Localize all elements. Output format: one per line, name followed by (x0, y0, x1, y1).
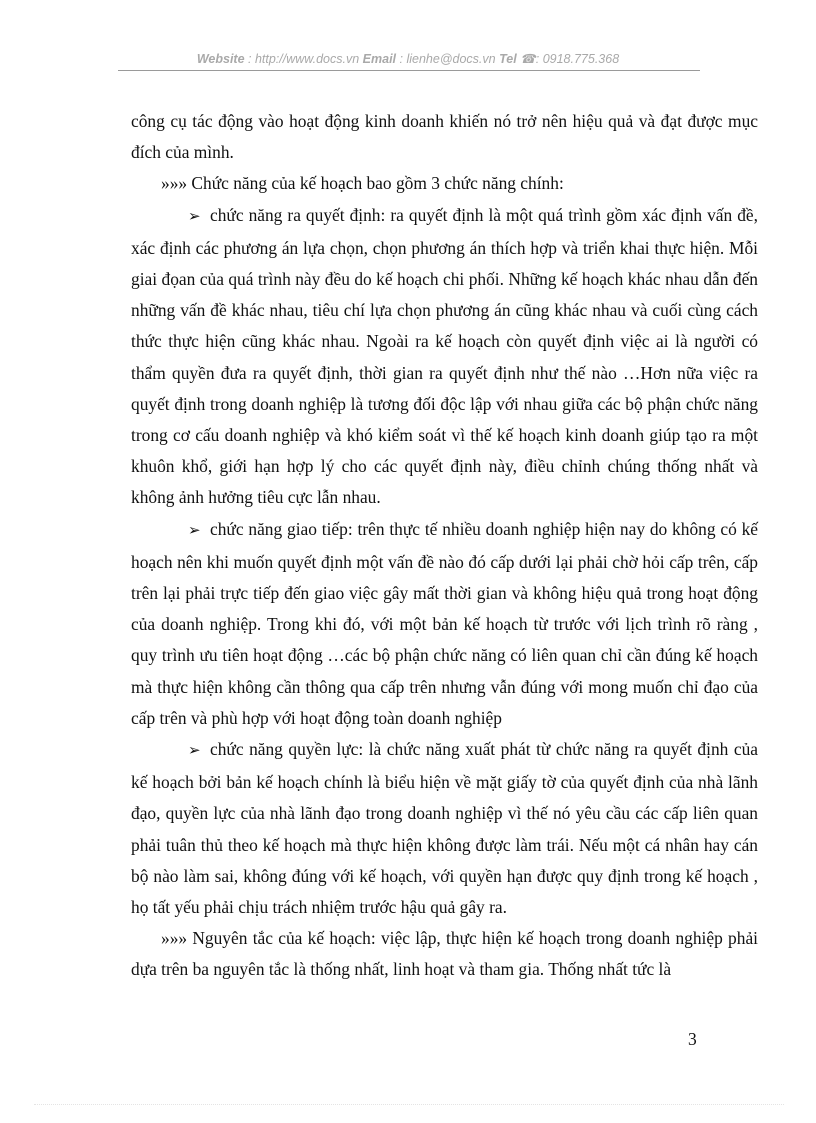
arrow-bullet-icon: ➢ (188, 208, 201, 225)
section-functions-heading: »»» Chức năng của kế hoạch bao gồm 3 chức năng chính: (161, 173, 564, 194)
header-divider (118, 70, 700, 71)
paragraph-1: công cụ tác động vào hoạt động kinh doanh khiến nó trở nên hiệu quả và đạt được mục đích của mình. (131, 111, 758, 163)
paragraph-principles: »»» Nguyên tắc của kế hoạch: việc lập, thực hiện kế hoạch trong doanh nghiệp phải dựa trên ba nguyên tắc là thống nhất, linh hoạt và tham gia. Thống nhất tức là (131, 928, 758, 980)
arrow-bullet-icon: ➢ (188, 522, 201, 539)
tel-value: : 0918.775.368 (535, 52, 620, 66)
email-value: : lienhe@docs.vn (399, 52, 496, 66)
email-label: Email (362, 52, 397, 66)
tel-label: Tel (499, 52, 517, 66)
paragraph-decision-function (131, 200, 758, 514)
decision-function-text: chức năng ra quyết định: ra quyết định là một quá trình gồm xác định vấn đề, xác định các phương án lựa chọn, chọn phương án thích hợp và triển khai thực hiện. Mỗi giai đọan của quá trình này đều do kế hoạch chi phối. Những kế hoạch khác nhau dẫn đến những vấn đề khác nhau, tiêu chí lựa chọn phương án cũng khác nhau và cuối cùng cách thức thực hiện cũng khác nhau. Ngoài ra kế hoạch còn quyết định việc ai là người có thẩm quyền đưa ra quyết định, thời gian ra quyết định như thế nào …Hơn nữa việc ra quyết định trong doanh nghiệp là tương đối độc lập với nhau giữa các bộ phận chức năng trong cơ cấu doanh nghiệp và khó kiểm soát vì thế kế hoạch kinh doanh giúp tạo ra một khuôn khổ, giới hạn hợp lý cho các quyết định này, điều chỉnh chúng thống nhất và không ảnh hưởng tiêu cực lẫn nhau. (131, 204, 758, 508)
authority-function-text: chức năng quyền lực: là chức năng xuất phát từ chức năng ra quyết định của kế hoạch bởi bản kế hoạch chính là biểu hiện về mặt giấy tờ của quyết định của nhà lãnh đạo, quyền lực của nhà lãnh đạo trong doanh nghiệp vì thế nó yêu cầu các cấp liên quan phải tuân thủ theo kế hoạch mà thực hiện không được làm trái. Nếu một cá nhân hay cán bộ nào làm sai, không đúng với kế hoạch, với quyền hạn được quy định trong kế hoạch , họ tất yếu phải chịu trách nhiệm trước hậu quả gây ra. (131, 739, 758, 918)
paragraph-authority-function (131, 734, 758, 923)
website-label: Website (196, 52, 245, 66)
arrow-bullet-icon: ➢ (188, 743, 201, 760)
footer-divider (34, 1104, 784, 1105)
website-value: : http://www.docs.vn (248, 52, 360, 66)
page-number: 3 (688, 1029, 697, 1049)
document-body (131, 106, 758, 986)
page-header (0, 51, 816, 66)
paragraph-communication-function (131, 514, 758, 734)
phone-icon: ☎ (520, 52, 536, 66)
communication-function-text: chức năng giao tiếp: trên thực tế nhiều doanh nghiệp hiện nay do không có kế hoạch nên khi muốn quyết định một vấn đề nào đó cấp dưới lại phải chờ hỏi cấp trên, cấp trên lại phải trực tiếp đến giao việc gây mất thời gian và không hiệu quả trong hoạt động của doanh nghiệp. Trong khi đó, với một bản kế hoạch từ trước với lịch trình rõ ràng , quy trình ưu tiên hoạt động …các bộ phận chức năng có liên quan chỉ cần đúng kế hoạch mà thực hiện không cần thông qua cấp trên nhưng vẫn đúng với mong muốn chỉ đạo của cấp trên và phù hợp với hoạt động toàn doanh nghiệp (131, 518, 758, 728)
